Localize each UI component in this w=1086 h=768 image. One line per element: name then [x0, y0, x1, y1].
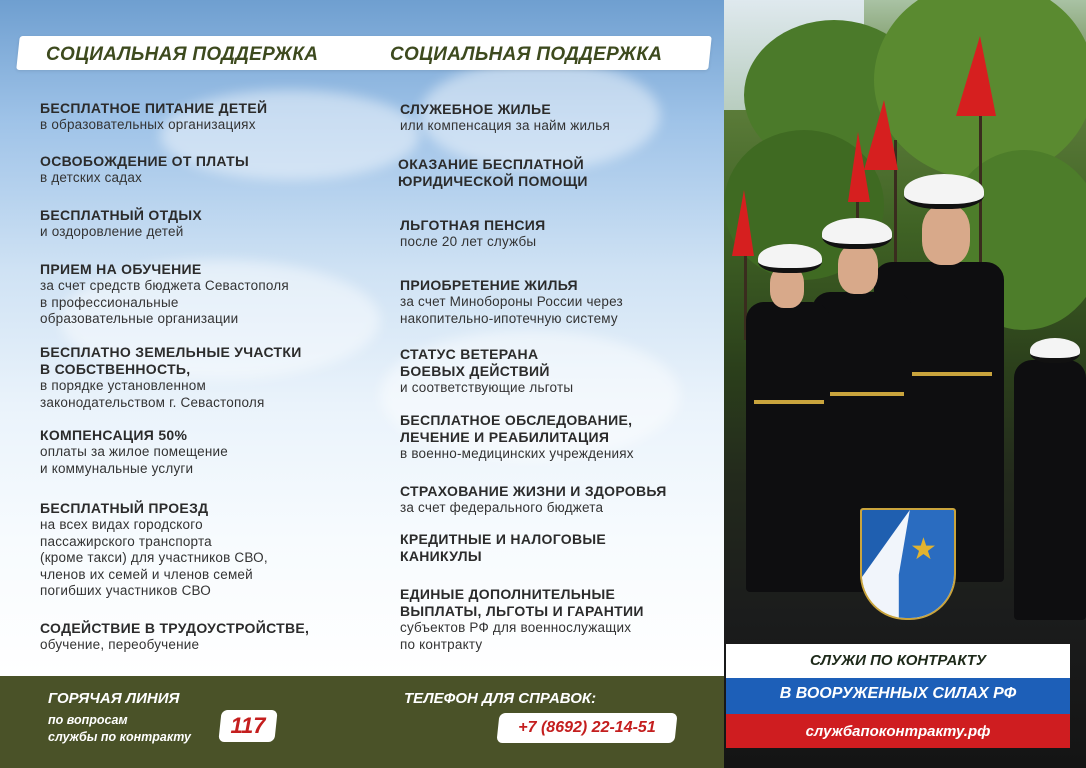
benefit-title: КОМПЕНСАЦИЯ 50%	[40, 427, 188, 443]
benefit-desc: оплаты за жилое помещение и коммунальные услуги	[40, 444, 228, 476]
benefit-desc: в военно-медицинских учреждениях	[400, 446, 634, 461]
benefit-item	[40, 427, 360, 477]
sailor-figure	[1014, 360, 1086, 620]
benefit-item	[40, 100, 360, 134]
benefit-title: БЕСПЛАТНОЕ ПИТАНИЕ ДЕТЕЙ	[40, 100, 268, 116]
benefit-title: БЕСПЛАТНОЕ ОБСЛЕДОВАНИЕ, ЛЕЧЕНИЕ И РЕАБИЛИТАЦИЯ	[400, 412, 633, 445]
benefit-title: ЛЬГОТНАЯ ПЕНСИЯ	[400, 217, 546, 233]
sevastopol-coat-of-arms	[860, 508, 956, 620]
benefit-desc: за счет Минобороны России через накопительно-ипотечную систему	[400, 294, 623, 326]
section-title-right: СОЦИАЛЬНАЯ ПОДДЕРЖКА	[390, 44, 663, 65]
benefit-title: БЕСПЛАТНЫЙ ПРОЕЗД	[40, 500, 209, 516]
benefit-desc: или компенсация за найм жилья	[400, 118, 611, 133]
benefit-item	[400, 277, 720, 327]
benefit-title: КРЕДИТНЫЕ И НАЛОГОВЫЕ КАНИКУЛЫ	[400, 531, 607, 564]
benefit-title: СТРАХОВАНИЕ ЖИЗНИ И ЗДОРОВЬЯ	[400, 483, 667, 499]
benefit-desc: на всех видах городского пассажирского транспорта (кроме такси) для участников СВО, членов их семей и членов семей погибших участников СВО	[40, 517, 268, 598]
benefit-item	[40, 261, 360, 328]
benefit-title: ПРИЕМ НА ОБУЧЕНИЕ	[40, 261, 202, 277]
benefit-item	[400, 586, 720, 653]
benefit-item	[400, 412, 720, 463]
benefit-title: ПРИОБРЕТЕНИЕ ЖИЛЬЯ	[400, 277, 578, 293]
benefit-title: ЕДИНЫЕ ДОПОЛНИТЕЛЬНЫЕ ВЫПЛАТЫ, ЛЬГОТЫ И ГАРАНТИИ	[400, 586, 644, 619]
benefit-desc: в образовательных организациях	[40, 117, 256, 132]
benefit-item	[40, 500, 360, 600]
benefit-desc: субъектов РФ для военнослужащих по контракту	[400, 620, 632, 652]
benefit-title: ОКАЗАНИЕ БЕСПЛАТНОЙ ЮРИДИЧЕСКОЙ ПОМОЩИ	[398, 156, 588, 189]
website-link[interactable]: службапоконтракту.рф	[805, 723, 991, 740]
sailor-cap	[758, 244, 822, 273]
benefit-item	[40, 344, 360, 411]
benefit-title: СТАТУС ВЕТЕРАНА БОЕВЫХ ДЕЙСТВИЙ	[400, 346, 550, 379]
sailor-face	[838, 244, 878, 294]
hotline-subtitle: по вопросам службы по контракту	[48, 713, 191, 744]
benefit-title: БЕСПЛАТНО ЗЕМЕЛЬНЫЕ УЧАСТКИ В СОБСТВЕННОСТЬ,	[40, 344, 302, 377]
sailor-face	[922, 205, 970, 265]
benefit-title: СЛУЖЕБНОЕ ЖИЛЬЕ	[400, 101, 552, 117]
cta-line-2: В ВООРУЖЕННЫХ СИЛАХ РФ	[779, 685, 1017, 702]
gold-belt	[820, 392, 904, 396]
benefit-desc: и соответствующие льготы	[400, 380, 574, 395]
benefit-title: ОСВОБОЖДЕНИЕ ОТ ПЛАТЫ	[40, 153, 249, 169]
benefit-desc: за счет федерального бюджета	[400, 500, 604, 515]
benefit-desc: и оздоровление детей	[40, 224, 184, 239]
benefit-item	[40, 207, 360, 241]
phone-title: ТЕЛЕФОН ДЛЯ СПРАВОК:	[404, 690, 597, 707]
hotline-title: ГОРЯЧАЯ ЛИНИЯ	[48, 690, 180, 707]
red-flag	[732, 190, 754, 256]
sailor-cap	[904, 174, 984, 209]
benefit-desc: в порядке установленном законодательством г. Севастополя	[40, 378, 265, 410]
hotline-number[interactable]: 117	[230, 713, 266, 738]
benefit-title: БЕСПЛАТНЫЙ ОТДЫХ	[40, 207, 203, 223]
benefit-item	[400, 346, 720, 397]
gold-star-icon: ★	[910, 533, 937, 566]
benefit-desc: за счет средств бюджета Севастополя в профессиональные образовательные организации	[40, 278, 289, 326]
sailor-cap	[1030, 338, 1080, 363]
benefit-item	[400, 217, 720, 251]
phone-number[interactable]: +7 (8692) 22-14-51	[518, 719, 656, 736]
benefit-item	[40, 620, 360, 654]
red-flag	[956, 36, 996, 116]
cta-line-1: СЛУЖИ ПО КОНТРАКТУ	[809, 652, 987, 669]
sailor-figure	[746, 302, 830, 592]
benefit-desc: в детских садах	[40, 170, 142, 185]
benefit-desc: обучение, переобучение	[40, 637, 200, 652]
benefit-item	[398, 156, 718, 190]
section-title-left: СОЦИАЛЬНАЯ ПОДДЕРЖКА	[46, 44, 319, 65]
benefit-title: СОДЕЙСТВИЕ В ТРУДОУСТРОЙСТВЕ,	[40, 620, 310, 636]
sailor-cap	[822, 218, 892, 249]
benefit-desc: после 20 лет службы	[400, 234, 537, 249]
benefit-item	[400, 531, 720, 565]
benefit-item	[400, 101, 720, 135]
benefit-item	[40, 153, 360, 187]
gold-belt	[754, 400, 824, 404]
benefit-item	[400, 483, 720, 517]
red-flag	[848, 132, 870, 202]
